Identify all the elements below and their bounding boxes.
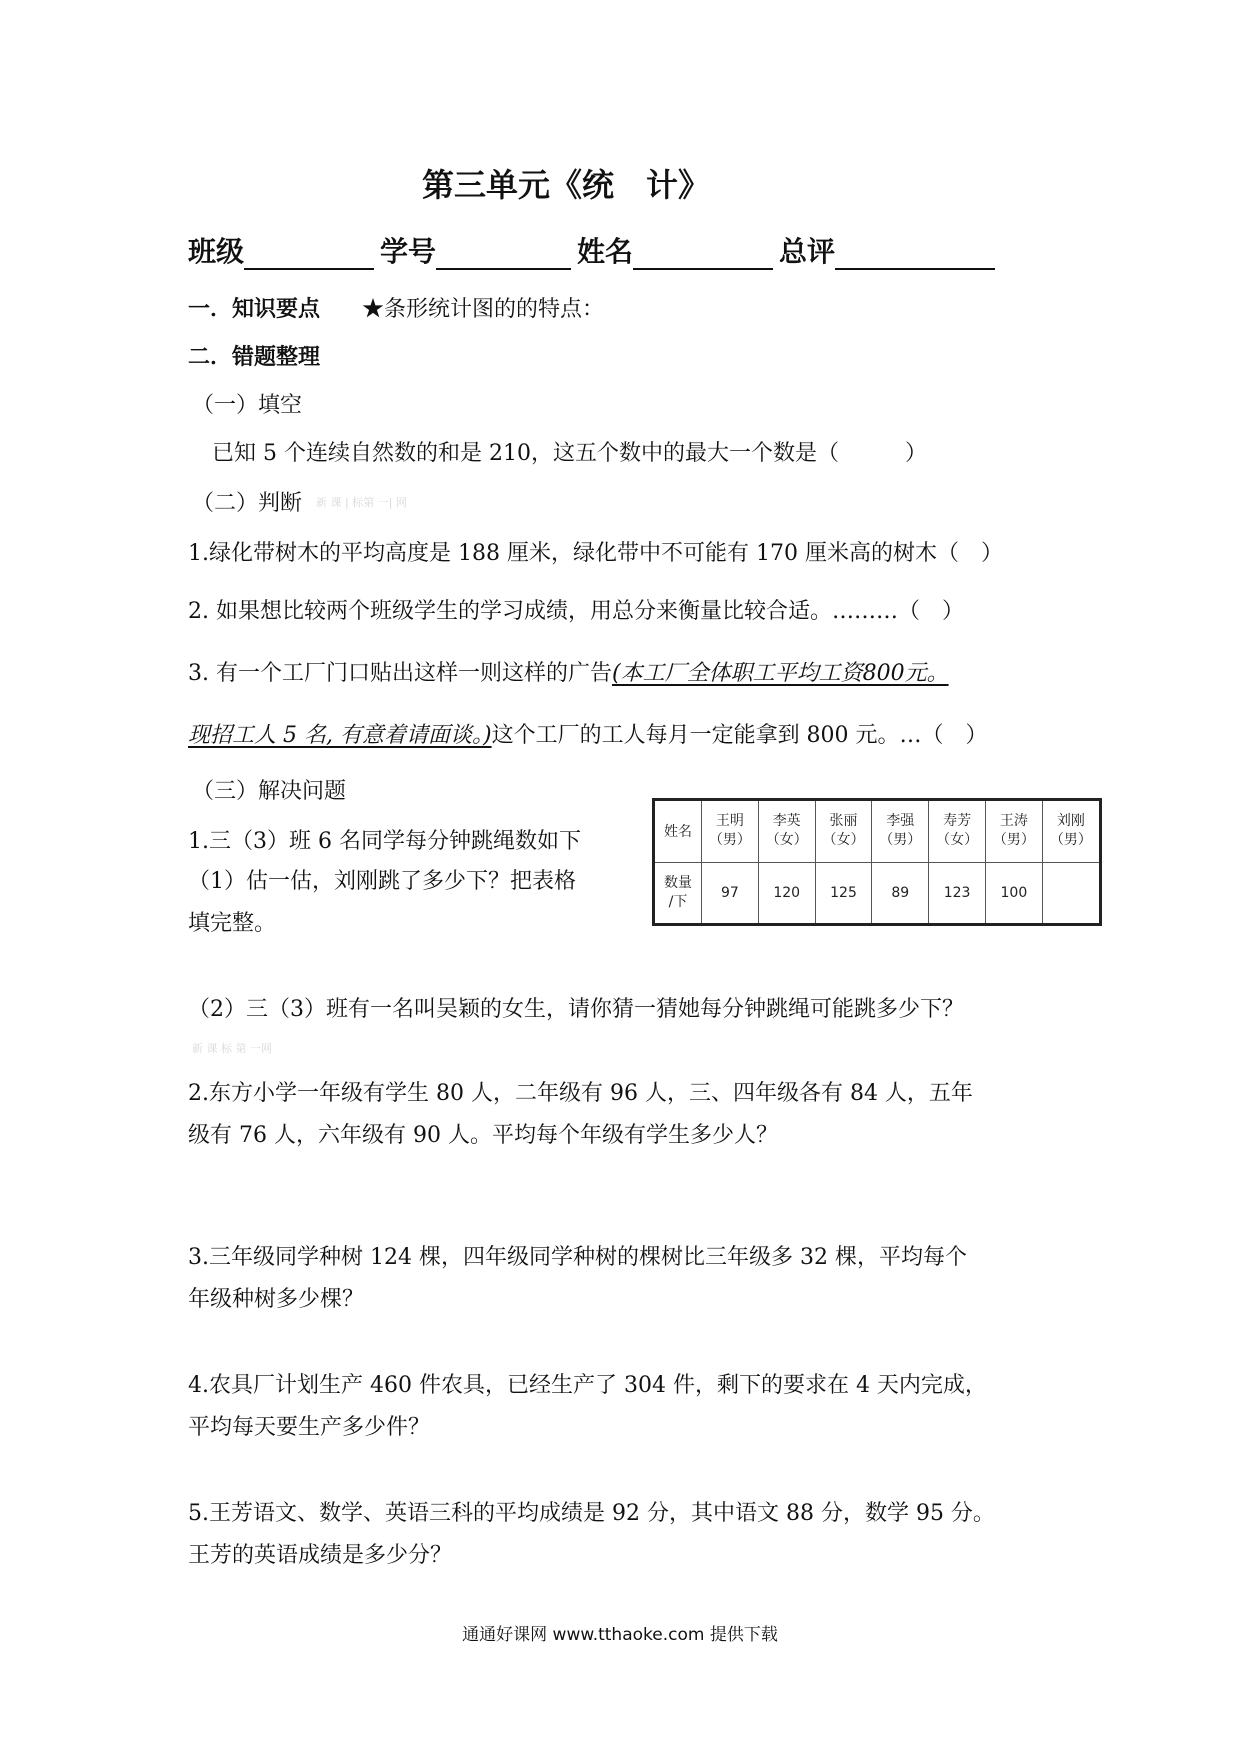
student-sex: （男） bbox=[992, 832, 1035, 849]
student-cell bbox=[758, 800, 815, 863]
solve-q3-line2: 年级种树多少棵？ bbox=[188, 1287, 365, 1312]
count-header-line2: /下 bbox=[668, 893, 688, 910]
solve-q1-line1: 1.三（3）班 6 名同学每分钟跳绳数如下 bbox=[188, 829, 581, 854]
evaluation-label: 总评 bbox=[779, 235, 836, 268]
section-errors-heading: 二．错题整理 bbox=[188, 345, 321, 370]
name-header: 姓名 bbox=[654, 800, 702, 863]
class-label: 班级 bbox=[188, 235, 245, 268]
student-cell bbox=[985, 800, 1042, 863]
student-info-line bbox=[188, 230, 1001, 270]
judge-question-3-line2 bbox=[188, 718, 988, 749]
knowledge-point: ★条形统计图的的特点： bbox=[362, 297, 605, 322]
judge-question-2: 2. 如果想比较两个班级学生的学习成绩，用总分来衡量比较合适。………（ ） bbox=[188, 599, 964, 624]
student-id-label: 学号 bbox=[380, 235, 437, 268]
section-knowledge-heading: 一．知识要点 bbox=[188, 297, 321, 322]
judge-heading: （二）判断 bbox=[192, 491, 303, 516]
student-name: 张丽 bbox=[829, 813, 858, 830]
footer-credit: 通通好课网 www.tthaoke.com 提供下载 bbox=[462, 1625, 778, 1645]
solve-q2-line2: 级有 76 人，六年级有 90 人。平均每个年级有学生多少人？ bbox=[188, 1123, 778, 1148]
fill-blank-question: 已知 5 个连续自然数的和是 210，这五个数中的最大一个数是（ ） bbox=[212, 441, 927, 466]
watermark-note-2: 新 课 标 第 一网 bbox=[192, 1042, 272, 1055]
solve-q1-line3: 填完整。 bbox=[188, 911, 277, 936]
solve-q4-line1: 4.农具厂计划生产 460 件农具，已经生产了 304 件，剩下的要求在 4 天内完成， bbox=[188, 1373, 987, 1398]
class-blank[interactable] bbox=[244, 238, 374, 270]
count-cell: 100 bbox=[985, 862, 1042, 925]
student-name: 王明 bbox=[715, 813, 744, 830]
name-blank[interactable] bbox=[633, 238, 773, 270]
student-name: 王涛 bbox=[999, 813, 1028, 830]
solve-q1-line2: （1）估一估，刘刚跳了多少下？把表格 bbox=[188, 869, 576, 894]
table-row bbox=[654, 862, 1101, 925]
student-sex: （男） bbox=[1049, 832, 1092, 849]
student-sex: （女） bbox=[765, 832, 808, 849]
judge-question-3-start: 3. 有一个工厂门口贴出这样一则这样的广告 bbox=[188, 661, 612, 686]
count-cell: 125 bbox=[815, 862, 872, 925]
judge-question-3-line1 bbox=[188, 656, 949, 687]
count-header bbox=[654, 862, 702, 925]
evaluation-blank[interactable] bbox=[835, 238, 995, 270]
student-cell bbox=[702, 800, 759, 863]
judge-question-3-end: 这个工厂的工人每月一定能拿到 800 元。…（ ） bbox=[491, 723, 988, 748]
solve-q5-line2: 王芳的英语成绩是多少分？ bbox=[188, 1543, 453, 1568]
student-cell bbox=[872, 800, 929, 863]
advertisement-text-2: 现招工人 5 名, 有意着请面谈。) bbox=[188, 723, 492, 748]
solve-heading: （三）解决问题 bbox=[192, 779, 347, 804]
student-sex: （女） bbox=[822, 832, 865, 849]
student-cell bbox=[929, 800, 986, 863]
solve-q1-part2: （2）三（3）班有一名叫吴颖的女生，请你猜一猜她每分钟跳绳可能跳多少下？ bbox=[188, 997, 964, 1022]
student-name: 李强 bbox=[886, 813, 915, 830]
name-label: 姓名 bbox=[577, 235, 634, 268]
judge-question-1: 1.绿化带树木的平均高度是 188 厘米，绿化带中不可能有 170 厘米高的树木（ ） bbox=[188, 541, 1003, 566]
jump-rope-table bbox=[652, 798, 1102, 926]
student-name: 寿芳 bbox=[943, 813, 972, 830]
student-sex: （男） bbox=[879, 832, 922, 849]
student-name: 刘刚 bbox=[1056, 813, 1085, 830]
student-sex: （男） bbox=[708, 832, 751, 849]
count-cell: 97 bbox=[702, 862, 759, 925]
solve-q5-line1: 5.王芳语文、数学、英语三科的平均成绩是 92 分，其中语文 88 分，数学 95 分。 bbox=[188, 1501, 995, 1526]
fill-blank-heading: （一）填空 bbox=[192, 393, 303, 418]
student-cell bbox=[1042, 800, 1100, 863]
solve-q4-line2: 平均每天要生产多少件？ bbox=[188, 1415, 431, 1440]
count-cell: 120 bbox=[758, 862, 815, 925]
student-cell bbox=[815, 800, 872, 863]
student-name: 李英 bbox=[772, 813, 801, 830]
solve-q2-line1: 2.东方小学一年级有学生 80 人，二年级有 96 人，三、四年级各有 84 人，五年 bbox=[188, 1081, 973, 1106]
page-title: 第三单元《统 计》 bbox=[422, 166, 711, 204]
advertisement-text-1: (本工厂全体职工平均工资800元。 bbox=[612, 661, 949, 686]
count-header-line1: 数量 bbox=[664, 874, 692, 891]
count-cell-empty[interactable] bbox=[1042, 862, 1100, 925]
count-cell: 123 bbox=[929, 862, 986, 925]
student-sex: （女） bbox=[936, 832, 979, 849]
table-row bbox=[654, 800, 1101, 863]
count-cell: 89 bbox=[872, 862, 929, 925]
student-id-blank[interactable] bbox=[436, 238, 571, 270]
solve-q3-line1: 3.三年级同学种树 124 棵，四年级同学种树的棵树比三年级多 32 棵，平均每个 bbox=[188, 1245, 967, 1270]
watermark-note: 新 课 | 标第 一| 网 bbox=[316, 496, 407, 509]
